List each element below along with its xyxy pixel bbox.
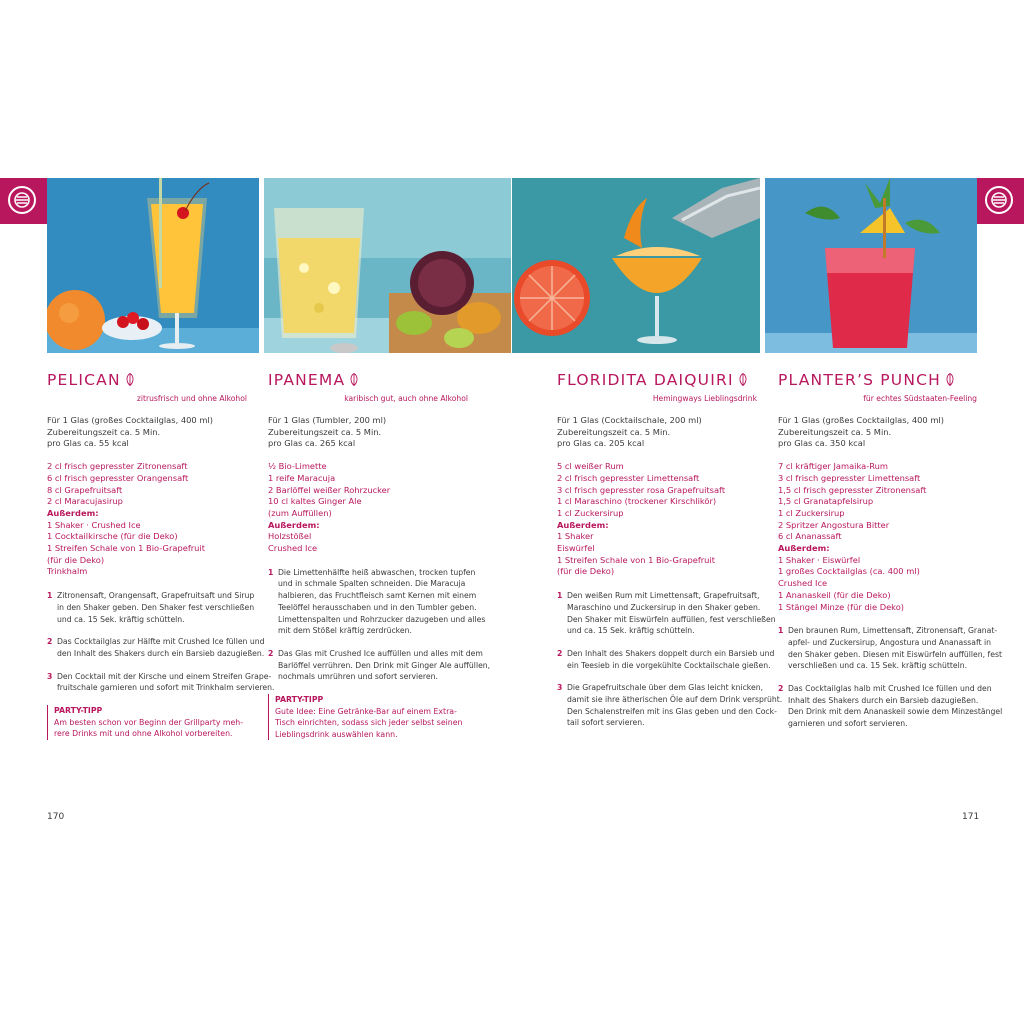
extra-item: 1 Shaker [557,531,594,542]
ingredient: 1 cl Maraschino (trockener Kirschlikör) [557,496,717,507]
recipe-ipanema [268,370,491,740]
ingredient: 5 cl weißer Rum [557,461,624,472]
ingredient: 6 cl frisch gepresster Orangensaft [47,472,189,483]
ingredient: 8 cl Grapefruitsaft [47,484,123,495]
ingredient-list [268,461,468,555]
extras-heading: Außerdem: [47,507,99,518]
step: 2 Das Cocktailglas zur Hälfte mit Crushed Ice füllen und den Inhalt des Shakers durch ein Barsieb dazugießen. [47,637,265,658]
ingredient: 10 cl kaltes Ginger Ale [268,496,362,507]
extra-item: (für die Deko) [557,566,615,577]
ingredient: 2 cl Maracujasirup [47,496,123,507]
ingredient: 6 cl Ananassaft [778,531,842,542]
ingredient: 2 Barlöffel weißer Rohrzucker [268,484,391,495]
step: 1 Den weißen Rum mit Limettensaft, Grapefruitsaft, Maraschino und Zuckersirup in den Shaker geben. Den Shaker mit Eiswürfeln auffüllen, fest verschließen und ca. 15 Sek. kräftig schütteln. [557,591,776,636]
grill-icon [8,186,36,214]
party-tip: PARTY-TIPP Am besten schon vor Beginn der Grillparty meh- rere Drinks mit und ohne Alkohol vorbereiten. [47,705,247,740]
chapter-tab-left [0,178,47,224]
recipe-title: PLANTER’S PUNCH [778,370,977,390]
recipe-subtitle: Hemingways Lieblingsdrink [652,394,757,403]
ingredient: 1 reife Maracuja [268,472,336,483]
recipe-meta: Für 1 Glas (Tumbler, 200 ml) Zubereitungszeit ca. 5 Min. pro Glas ca. 265 kcal [268,415,387,449]
extra-item: Eiswürfel [557,543,595,554]
recipe-meta: Für 1 Glas (großes Cocktailglas, 400 ml) Zubereitungszeit ca. 5 Min. pro Glas ca. 55 kcal [47,415,213,449]
ingredient-list [47,461,247,578]
leaf-icon [125,373,135,386]
page-number-right: 171 [962,812,980,822]
extra-item: 1 Shaker · Eiswürfel [778,554,861,565]
ingredient-list [778,461,977,613]
extras-heading: Außerdem: [557,519,609,530]
ingredient: 1 cl Zuckersirup [557,507,624,518]
recipe-title: PELICAN [47,370,247,390]
extra-item: Holzstößel [268,531,312,542]
step: 1 Den braunen Rum, Limettensaft, Zitronensaft, Granat- apfel- und Zuckersirup, Angostura und Ananassaft in den Shaker geben. Diesen mit Eiswürfeln auffüllen, fest verschließen und ca. 15 Sek. kräftig schütteln. [778,626,1002,671]
step: 3 Den Cocktail mit der Kirsche und einem Streifen Grape- fruitschale garnieren und sofort mit Trinkhalm servieren. [47,671,275,693]
step: 1 Die Limettenhälfte heiß abwaschen, trocken tupfen und in schmale Spalten schneiden. Die Maracuja halbieren, das Fruchtfleisch samt Kernen mit einem Teelöffel herausschaben und in den Tumbler geben. Limettenspalten und Rohrzucker dazugeben und alles mit dem Stößel kräftig zerdrücken. [268,567,486,636]
extra-item: Crushed Ice [268,543,318,554]
step-list [778,625,1003,730]
extra-item: Trinkhalm [47,566,88,577]
ingredient: 1 cl Zuckersirup [778,507,845,518]
ingredient-list [557,461,757,578]
step: 2 Das Glas mit Crushed Ice auffüllen und alles mit dem Barlöffel verrühren. Den Drink mit Ginger Ale auffüllen, nochmals umrühren und sofort servieren. [268,648,491,682]
recipe-floridita-daiquiri [557,370,783,740]
recipe-title: FLORIDITA DAIQUIRI [557,370,757,390]
extra-item: 1 großes Cocktailglas (ca. 400 ml) [778,566,920,577]
step: 3 Die Grapefruitschale über dem Glas leicht knicken, damit sie ihre ätherischen Öle auf dem Drink versprüht. Den Schalenstreifen mit ins Glas geben und den Cock- tail sofort servieren. [557,683,783,728]
step: 2 Den Inhalt des Shakers doppelt durch ein Barsieb und ein Teesieb in die vorgekühlte Cocktailschale gießen. [557,648,775,670]
extra-item: 1 Cocktailkirsche (für die Deko) [47,531,178,542]
ingredient: 2 cl frisch gepresster Limettensaft [557,472,700,483]
ingredient: (zum Auffüllen) [268,507,332,518]
party-tip: PARTY-TIPP Gute Idee: Eine Getränke-Bar auf einem Extra- Tisch einrichten, sodass sich jeder selbst seinen Lieblingsdrink auswählen kann. [268,694,468,740]
ingredient: 1,5 cl frisch gepresster Zitronensaft [778,484,927,495]
extras-heading: Außerdem: [778,543,830,554]
step-list [47,590,275,694]
chapter-tab-right [977,178,1024,224]
pelican-photo [47,178,259,353]
recipe-pelican [47,370,275,740]
recipe-meta: Für 1 Glas (Cocktailschale, 200 ml) Zubereitungszeit ca. 5 Min. pro Glas ca. 205 kcal [557,415,702,449]
step-list [268,567,491,683]
leaf-icon [738,373,748,386]
ingredient: 1,5 cl Granatapfelsirup [778,496,874,507]
recipe-subtitle: zitrusfrisch und ohne Alkohol [136,394,247,403]
page-number-left: 170 [47,812,65,822]
ingredient: ½ Bio-Limette [268,461,327,472]
recipe-planters-punch [778,370,1003,741]
recipe-title: IPANEMA [268,370,468,390]
extra-item: 1 Stängel Minze (für die Deko) [778,601,905,612]
ingredient: 2 Spritzer Angostura Bitter [778,519,890,530]
recipe-subtitle: karibisch gut, auch ohne Alkohol [344,394,468,403]
extras-heading: Außerdem: [268,519,320,530]
step: 2 Das Cocktailglas halb mit Crushed Ice füllen und den Inhalt des Shakers durch ein Barsieb dazugießen. Den Drink mit dem Ananaskeil sowie dem Minzestängel garnieren und sofort servieren. [778,684,1003,729]
recipe-meta: Für 1 Glas (großes Cocktailglas, 400 ml) Zubereitungszeit ca. 5 Min. pro Glas ca. 350 kcal [778,415,944,449]
recipe-subtitle: für echtes Südstaaten-Feeling [863,394,977,403]
extra-item: 1 Streifen Schale von 1 Bio-Grapefruit [47,543,205,554]
extra-item: 1 Ananaskeil (für die Deko) [778,589,891,600]
extra-item: Crushed Ice [778,578,828,589]
ingredient: 3 cl frisch gepresster rosa Grapefruitsaft [557,484,726,495]
ipanema-photo [264,178,511,353]
extra-item: (für die Deko) [47,554,105,565]
ingredient: 3 cl frisch gepresster Limettensaft [778,472,921,483]
step-list [557,590,783,729]
ingredient: 2 cl frisch gepresster Zitronensaft [47,461,188,472]
extra-item: 1 Shaker · Crushed Ice [47,519,141,530]
planters-punch-photo [765,178,977,353]
leaf-icon [349,373,359,386]
leaf-icon [945,373,955,386]
ingredient: 7 cl kräftiger Jamaika-Rum [778,461,888,472]
extra-item: 1 Streifen Schale von 1 Bio-Grapefruit [557,554,715,565]
grill-icon [985,186,1013,214]
floridita-daiquiri-photo [512,178,760,353]
step: 1 Zitronensaft, Orangensaft, Grapefruitsaft und Sirup in den Shaker geben. Den Shaker fest verschließen und ca. 15 Sek. kräftig schütteln. [47,591,255,624]
